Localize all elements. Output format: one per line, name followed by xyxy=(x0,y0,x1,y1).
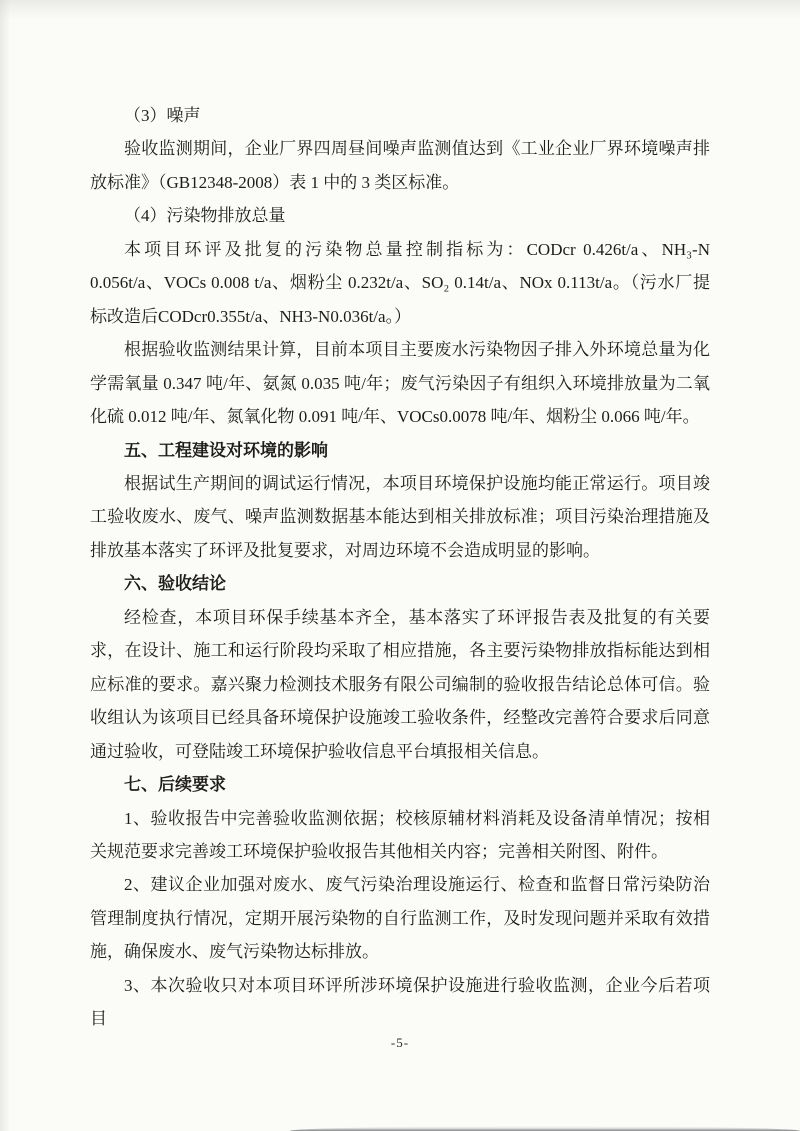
scan-edge-bottom xyxy=(290,1126,800,1131)
subsection-heading: （3）噪声 xyxy=(124,106,201,125)
body-paragraph: 经检查，本项目环保手续基本齐全，基本落实了环评报告表及批复的有关要求，在设计、施工和运行阶段均采取了相应措施，各主要污染物排放指标能达到相应标准的要求。嘉兴聚力检测技术服务有限公司编制的验收报告结论总体可信。验收组认为该项目已经具备环境保护设施竣工验收条件，经整改完善符合要求后同意通过验收，可登陆竣工环境保护验收信息平台填报相关信息。 xyxy=(90,607,710,761)
section-heading: 七、后续要求 xyxy=(124,775,226,795)
section-heading: 六、验收结论 xyxy=(124,574,226,594)
body-paragraph: 3、本次验收只对本项目环评所涉环境保护设施进行验收监测，企业今后若项目 xyxy=(90,975,710,1029)
subsection-heading: （4）污染物排放总量 xyxy=(124,206,286,226)
body-paragraph: 验收监测期间，企业厂界四周昼间噪声监测值达到《工业企业厂界环境噪声排放标准》（GB12348-2008）表 1 中的 3 类区标准。 xyxy=(90,139,710,192)
page-number: -5- xyxy=(390,1035,410,1050)
body-paragraph: 根据试生产期间的调试运行情况，本项目环境保护设施均能正常运行。项目竣工验收废水、废气、噪声监测数据基本能达到相关排放标准；项目污染治理措施及排放基本落实了环评及批复要求，对周边环境不会造成明显的影响。 xyxy=(90,473,710,560)
document-content xyxy=(90,99,710,1036)
scan-noise-left-edge xyxy=(0,0,10,1131)
scan-noise-top xyxy=(0,0,800,20)
section-heading: 五、工程建设对环境的影响 xyxy=(124,440,328,460)
body-paragraph: 2、建议企业加强对废水、废气污染治理设施运行、检查和监督日常污染防治管理制度执行情况，定期开展污染物的自行监测工作，及时发现问题并采取有效措施，确保废水、废气污染物达标排放。 xyxy=(90,875,710,962)
body-paragraph: 1、验收报告中完善验收监测依据；校核原辅材料消耗及设备清单情况；按相关规范要求完善竣工环境保护验收报告其他相关内容；完善相关附图、附件。 xyxy=(90,808,710,861)
body-paragraph: 本项目环评及批复的污染物总量控制指标为：CODcr 0.426t/a、NH₃-N 0.056t/a、VOCs 0.008 t/a、烟粉尘 0.232t/a、SO₂ 0.14t/a、NOx 0.113t/a。（污水厂提标改造后CODcr0.355t/a、NH3-N0.036t/a。） xyxy=(90,239,710,326)
body-paragraph: 根据验收监测结果计算，目前本项目主要废水污染物因子排入外环境总量为化学需氧量 0.347 吨/年、氨氮 0.035 吨/年；废气污染因子有组织入环境排放量为二氧化硫 0.012 吨/年、氮氧化物 0.091 吨/年、VOCs0.0078 吨/年、烟粉尘 0.066 吨/年。 xyxy=(90,340,710,427)
